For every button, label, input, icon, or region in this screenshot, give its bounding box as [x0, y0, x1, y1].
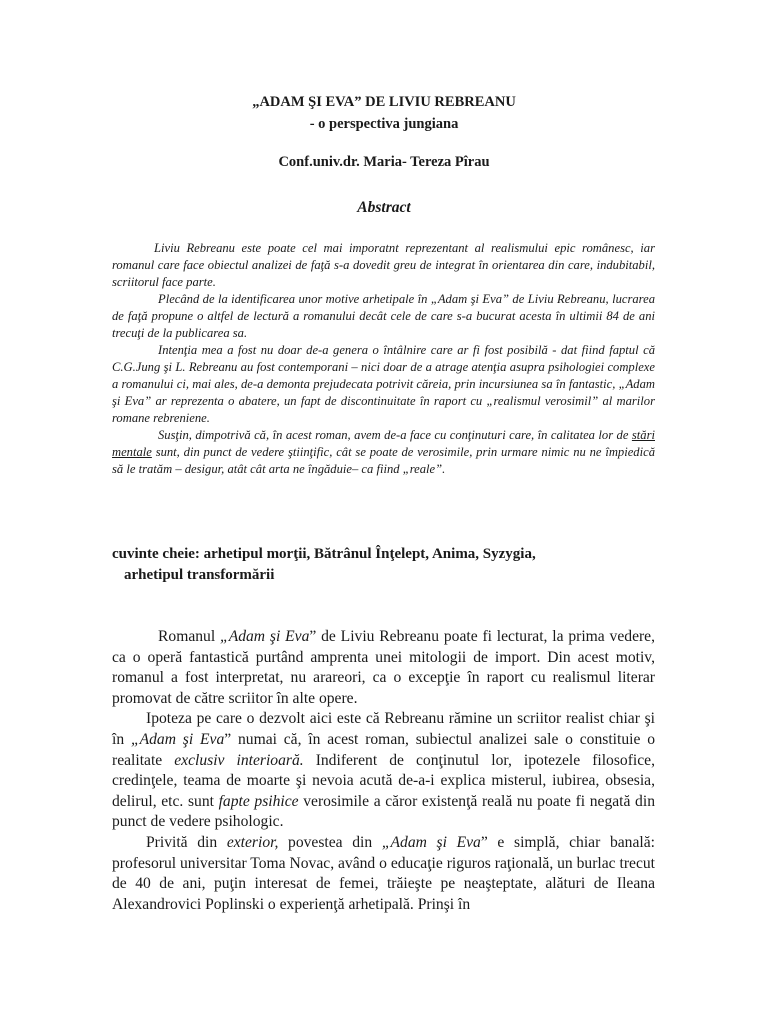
author-line: Conf.univ.dr. Maria- Tereza Pîrau	[278, 154, 490, 170]
body-p1-a: Romanul	[158, 628, 221, 645]
paper-title: „ADAM ŞI EVA” DE LIVIU REBREANU	[252, 94, 516, 110]
body-p2-italic-1: „Adam şi Eva	[130, 730, 225, 748]
body-p1-b: ” de Liviu Rebreanu poate fi lecturat, la prima vedere, ca o operă fantastică purtând amprenta unei mitologii de import. Din acest motiv, romanul a fost interpretat, nu arareori, ca o excepţie în raport cu realismul literar promovat de către scriitor în alte opere.	[112, 628, 656, 707]
abstract-paragraph-1: Liviu Rebreanu este poate cel mai imporatnt reprezentant al realismului epic românesc, iar romanul care face obiectul analizei de faţă s-a dovedit greu de integrat în orientarea din care, indubitabil, scriitorul face parte.	[112, 241, 655, 289]
keywords-line-2: arhetipul transformării	[124, 567, 275, 583]
main-body	[112, 627, 655, 915]
abstract-p4-text-b: sunt, din punct de vedere ştiinţific, cât se poate de verosimile, prin urmare nimic nu ne împiedică să le tratăm – desigur, atât cât arta ne îngăduie– ca fiind „reale”.	[112, 445, 655, 476]
body-p2-italic-3: fapte psihice	[218, 792, 299, 810]
body-p2-italic-2: exclusiv interioară.	[174, 751, 304, 769]
body-paragraph-2	[112, 709, 655, 833]
abstract-heading: Abstract	[357, 199, 411, 216]
body-p1-italic: „Adam şi Eva	[220, 628, 310, 645]
paper-subtitle: - o perspectiva jungiana	[309, 116, 459, 132]
body-p3-a: Privită din	[146, 833, 227, 851]
body-p3-italic-2: „Adam şi Eva	[381, 833, 481, 851]
abstract-paragraph-3: Intenţia mea a fost nu doar de-a genera o întâlnire care ar fi fost posibilă - dat fiind faptul că C.G.Jung şi L. Rebreanu au fost contemporani – nici doar de a atrage atenţia asupra psihologiei complexe a romanului ci, mai ales, de-a demonta prejudecata potrivit căreia, prin incursiunea sa în fantastic, „Adam şi Eva” ar reprezenta o abatere, un fapt de discontinuitate în raport cu „realismul verosimil” al marilor romane rebreniene.	[112, 343, 655, 425]
body-p2-d: verosimile a căror existenţă reală nu poate fi negată din punct de vedere psihologic.	[112, 792, 655, 831]
abstract-paragraph-4	[112, 427, 655, 478]
body-paragraph-3	[112, 833, 655, 915]
body-p2-c: Indiferent de conţinutul lor, ipotezele filosofice, credinţele, teama de moarte şi nevoia acută de-a-i explica misterul, iubirea, obsesia, delirul, etc. sunt	[112, 751, 655, 810]
body-p2-b: ” numai că, în acest roman, subiectul analizei sale o constituie o realitate	[112, 730, 655, 769]
body-p3-c: ” e simplă, chiar banală: profesorul universitar Toma Novac, având o educaţie riguros raţională, un burlac trecut de 40 de ani, puţin interesat de femei, trăieşte pe neaşteptate, alături de Ileana Alexandrovici Poplinski o experienţă arhetipală. Prinşi în	[112, 833, 655, 913]
abstract-p4-text-a: Susţin, dimpotrivă că, în acest roman, avem de-a face cu conţinuturi care, în calitatea lor de	[158, 428, 632, 442]
keywords-line-1: cuvinte cheie: arhetipul morţii, Bătrânul Înţelept, Anima, Syzygia,	[112, 546, 536, 562]
body-p3-b: povestea din	[278, 833, 382, 851]
abstract-p4-underlined: stări mentale	[112, 428, 655, 459]
body-p2-a: Ipoteza pe care o dezvolt aici este că Rebreanu rămine un scriitor realist chiar şi în	[112, 710, 655, 748]
body-p3-italic-1: exterior,	[226, 833, 279, 851]
abstract-body	[112, 240, 655, 478]
abstract-paragraph-2: Plecând de la identificarea unor motive arhetipale în „Adam şi Eva” de Liviu Rebreanu, lucrarea de faţă propune o altfel de lectură a romanului decât cele de care s-a bucurat acesta în ultimii 84 de ani trecuţi de la publicarea sa.	[112, 292, 655, 340]
keywords	[112, 544, 660, 586]
body-paragraph-1	[112, 627, 655, 709]
